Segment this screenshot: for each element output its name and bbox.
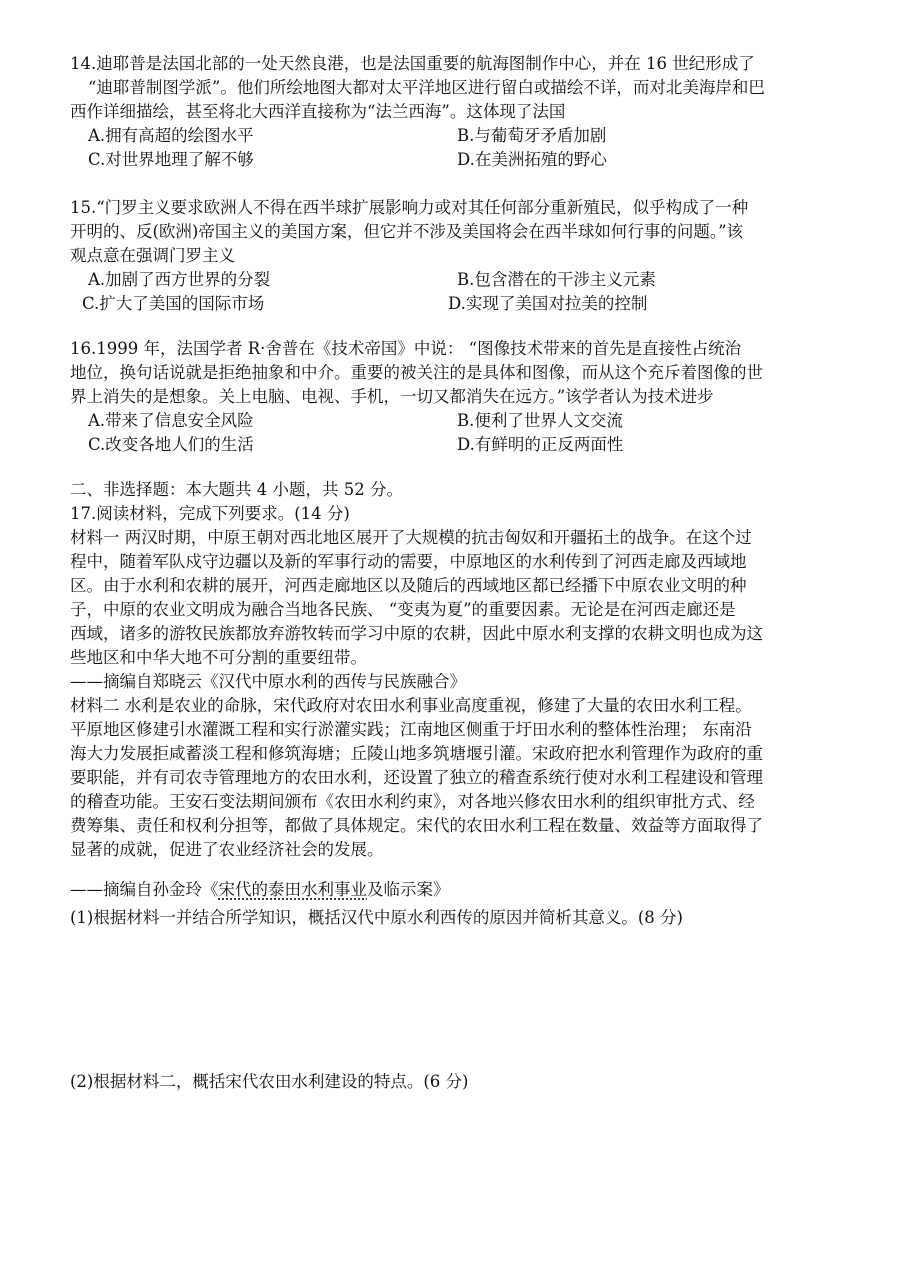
answer-area-1[interactable] — [70, 936, 840, 1066]
question-17-title: 17.阅读材料，完成下列要求。(14 分) — [70, 504, 350, 523]
material-2-source-suffix: 及临示案》 — [367, 880, 450, 899]
material-2-line-6: 费筹集、责任和权利分担等，都做了具体规定。宋代的农田水利工程在数量、效益等方面取得了 — [70, 816, 763, 835]
material-1-line-6: 些地区和中华大地不可分割的重要纽带。 — [70, 648, 367, 667]
question-15-line-1: 15.“门罗主义要求欧洲人不得在西半球扩展影响力或对其任何部分重新殖民，似乎构成了一种 — [70, 198, 749, 217]
question-14-line-3: 西作详细描绘，甚至将北大西洋直接称为“法兰西海”。这体现了法国 — [70, 102, 566, 121]
question-16-line-3: 界上消失的是想象。关上电脑、电视、手机，一切又都消失在远方。”该学者认为技术进步 — [70, 387, 714, 406]
material-2-line-5: 的稽查功能。王安石变法期间颁布《农田水利约束》，对各地兴修农田水利的组织审批方式、经 — [70, 792, 755, 811]
question-15-option-d[interactable]: D.实现了美国对拉美的控制 — [448, 294, 648, 313]
question-17-sub-1: (1)根据材料一并结合所学知识，概括汉代中原水利西传的原因并简析其意义。(8 分) — [70, 908, 683, 927]
material-1-source: ——摘编自郑晓云《汉代中原水利的西传与民族融合》 — [70, 672, 466, 691]
question-15 — [70, 196, 840, 316]
question-17-sub-2: (2)根据材料二，概括宋代农田水利建设的特点。(6 分) — [70, 1072, 469, 1091]
material-2-line-3: 海大力发展拒咸蓄淡工程和修筑海塘；丘陵山地多筑塘堰引灌。宋政府把水利管理作为政府的重 — [70, 744, 763, 763]
question-14-option-b[interactable]: B.与葡萄牙矛盾加剧 — [457, 126, 607, 145]
question-15-line-3: 观点意在强调门罗主义 — [70, 246, 235, 265]
section-2 — [70, 478, 840, 862]
question-14-option-c[interactable]: C.对世界地理了解不够 — [88, 150, 254, 169]
material-2-source — [70, 878, 450, 902]
question-14-line-1: 14.迪耶普是法国北部的一处天然良港，也是法国重要的航海图制作中心，并在 16 世纪形成了 — [70, 54, 755, 73]
material-1-line-3: 区。由于水利和农耕的展开，河西走廊地区以及随后的西域地区都已经播下中原农业文明的种 — [70, 576, 747, 595]
question-16-line-1: 16.1999 年，法国学者 R·舍普在《技术帝国》中说： “图像技术带来的首先是直接性占统治 — [70, 339, 742, 358]
answer-area-2[interactable] — [70, 1100, 840, 1250]
material-2-line-1: 材料二 水利是农业的命脉，宋代政府对农田水利事业高度重视，修建了大量的农田水利工程。 — [70, 696, 752, 715]
question-14-options-row-1 — [70, 124, 840, 148]
question-15-option-a[interactable]: A.加剧了西方世界的分裂 — [88, 270, 271, 289]
question-15-line-2: 开明的、反(欧洲)帝国主义的美国方案，但它并不涉及美国将会在西半球如何行事的问题。”该 — [70, 222, 744, 241]
material-1-line-1: 材料一 两汉时期，中原王朝对西北地区展开了大规模的抗击匈奴和开疆拓土的战争。在这个过 — [70, 528, 752, 547]
question-14 — [70, 52, 840, 172]
question-16-option-b[interactable]: B.便利了世界人文交流 — [457, 411, 623, 430]
question-15-options-row-2 — [70, 292, 840, 316]
question-15-option-c[interactable]: C.扩大了美国的国际市场 — [82, 294, 265, 313]
question-16-options-row-1 — [70, 409, 840, 433]
question-14-line-2: “迪耶普制图学派”。他们所绘地图大都对太平洋地区进行留白或描绘不详，而对北美海岸和巴 — [88, 78, 765, 97]
question-16-option-a[interactable]: A.带来了信息安全风险 — [88, 411, 254, 430]
material-2-line-2: 平原地区修建引水灌溉工程和实行淤灌实践；江南地区侧重于圩田水利的整体性治理； 东南沿 — [70, 720, 752, 739]
question-14-options-row-2 — [70, 148, 840, 172]
material-1 — [70, 526, 840, 670]
section-2-heading: 二、非选择题：本大题共 4 小题，共 52 分。 — [70, 480, 403, 499]
material-2 — [70, 694, 840, 862]
question-16-line-2: 地位，换句话说就是拒绝抽象和中介。重要的被关注的是具体和图像，而从这个充斥着图像的世 — [70, 363, 763, 382]
question-16-options-row-2 — [70, 433, 840, 457]
question-16 — [70, 337, 840, 457]
question-14-option-d[interactable]: D.在美洲拓殖的野心 — [457, 150, 607, 169]
question-14-option-a[interactable]: A.拥有高超的绘图水平 — [88, 126, 254, 145]
material-2-source-title: 宋代的泰田水利事业 — [218, 880, 367, 899]
material-2-line-7: 显著的成就，促进了农业经济社会的发展。 — [70, 840, 384, 859]
material-1-line-5: 西域，诸多的游牧民族都放弃游牧转而学习中原的农耕，因此中原水利支撑的农耕文明也成为这 — [70, 624, 763, 643]
material-2-source-prefix: ——摘编自孙金玲《 — [70, 880, 219, 899]
question-16-option-c[interactable]: C.改变各地人们的生活 — [88, 435, 254, 454]
question-15-option-b[interactable]: B.包含潜在的干涉主义元素 — [457, 270, 656, 289]
material-1-line-2: 程中，随着军队戍守边疆以及新的军事行动的需要，中原地区的水利传到了河西走廊及西域地 — [70, 552, 747, 571]
question-15-options-row-1 — [70, 268, 840, 292]
material-1-line-4: 子，中原的农业文明成为融合当地各民族、 “变夷为夏”的重要因素。无论是在河西走廊还是 — [70, 600, 736, 619]
material-2-line-4: 要职能，并有司农寺管理地方的农田水利，还设置了独立的稽查系统行使对水利工程建设和管理 — [70, 768, 763, 787]
question-16-option-d[interactable]: D.有鲜明的正反两面性 — [457, 435, 624, 454]
